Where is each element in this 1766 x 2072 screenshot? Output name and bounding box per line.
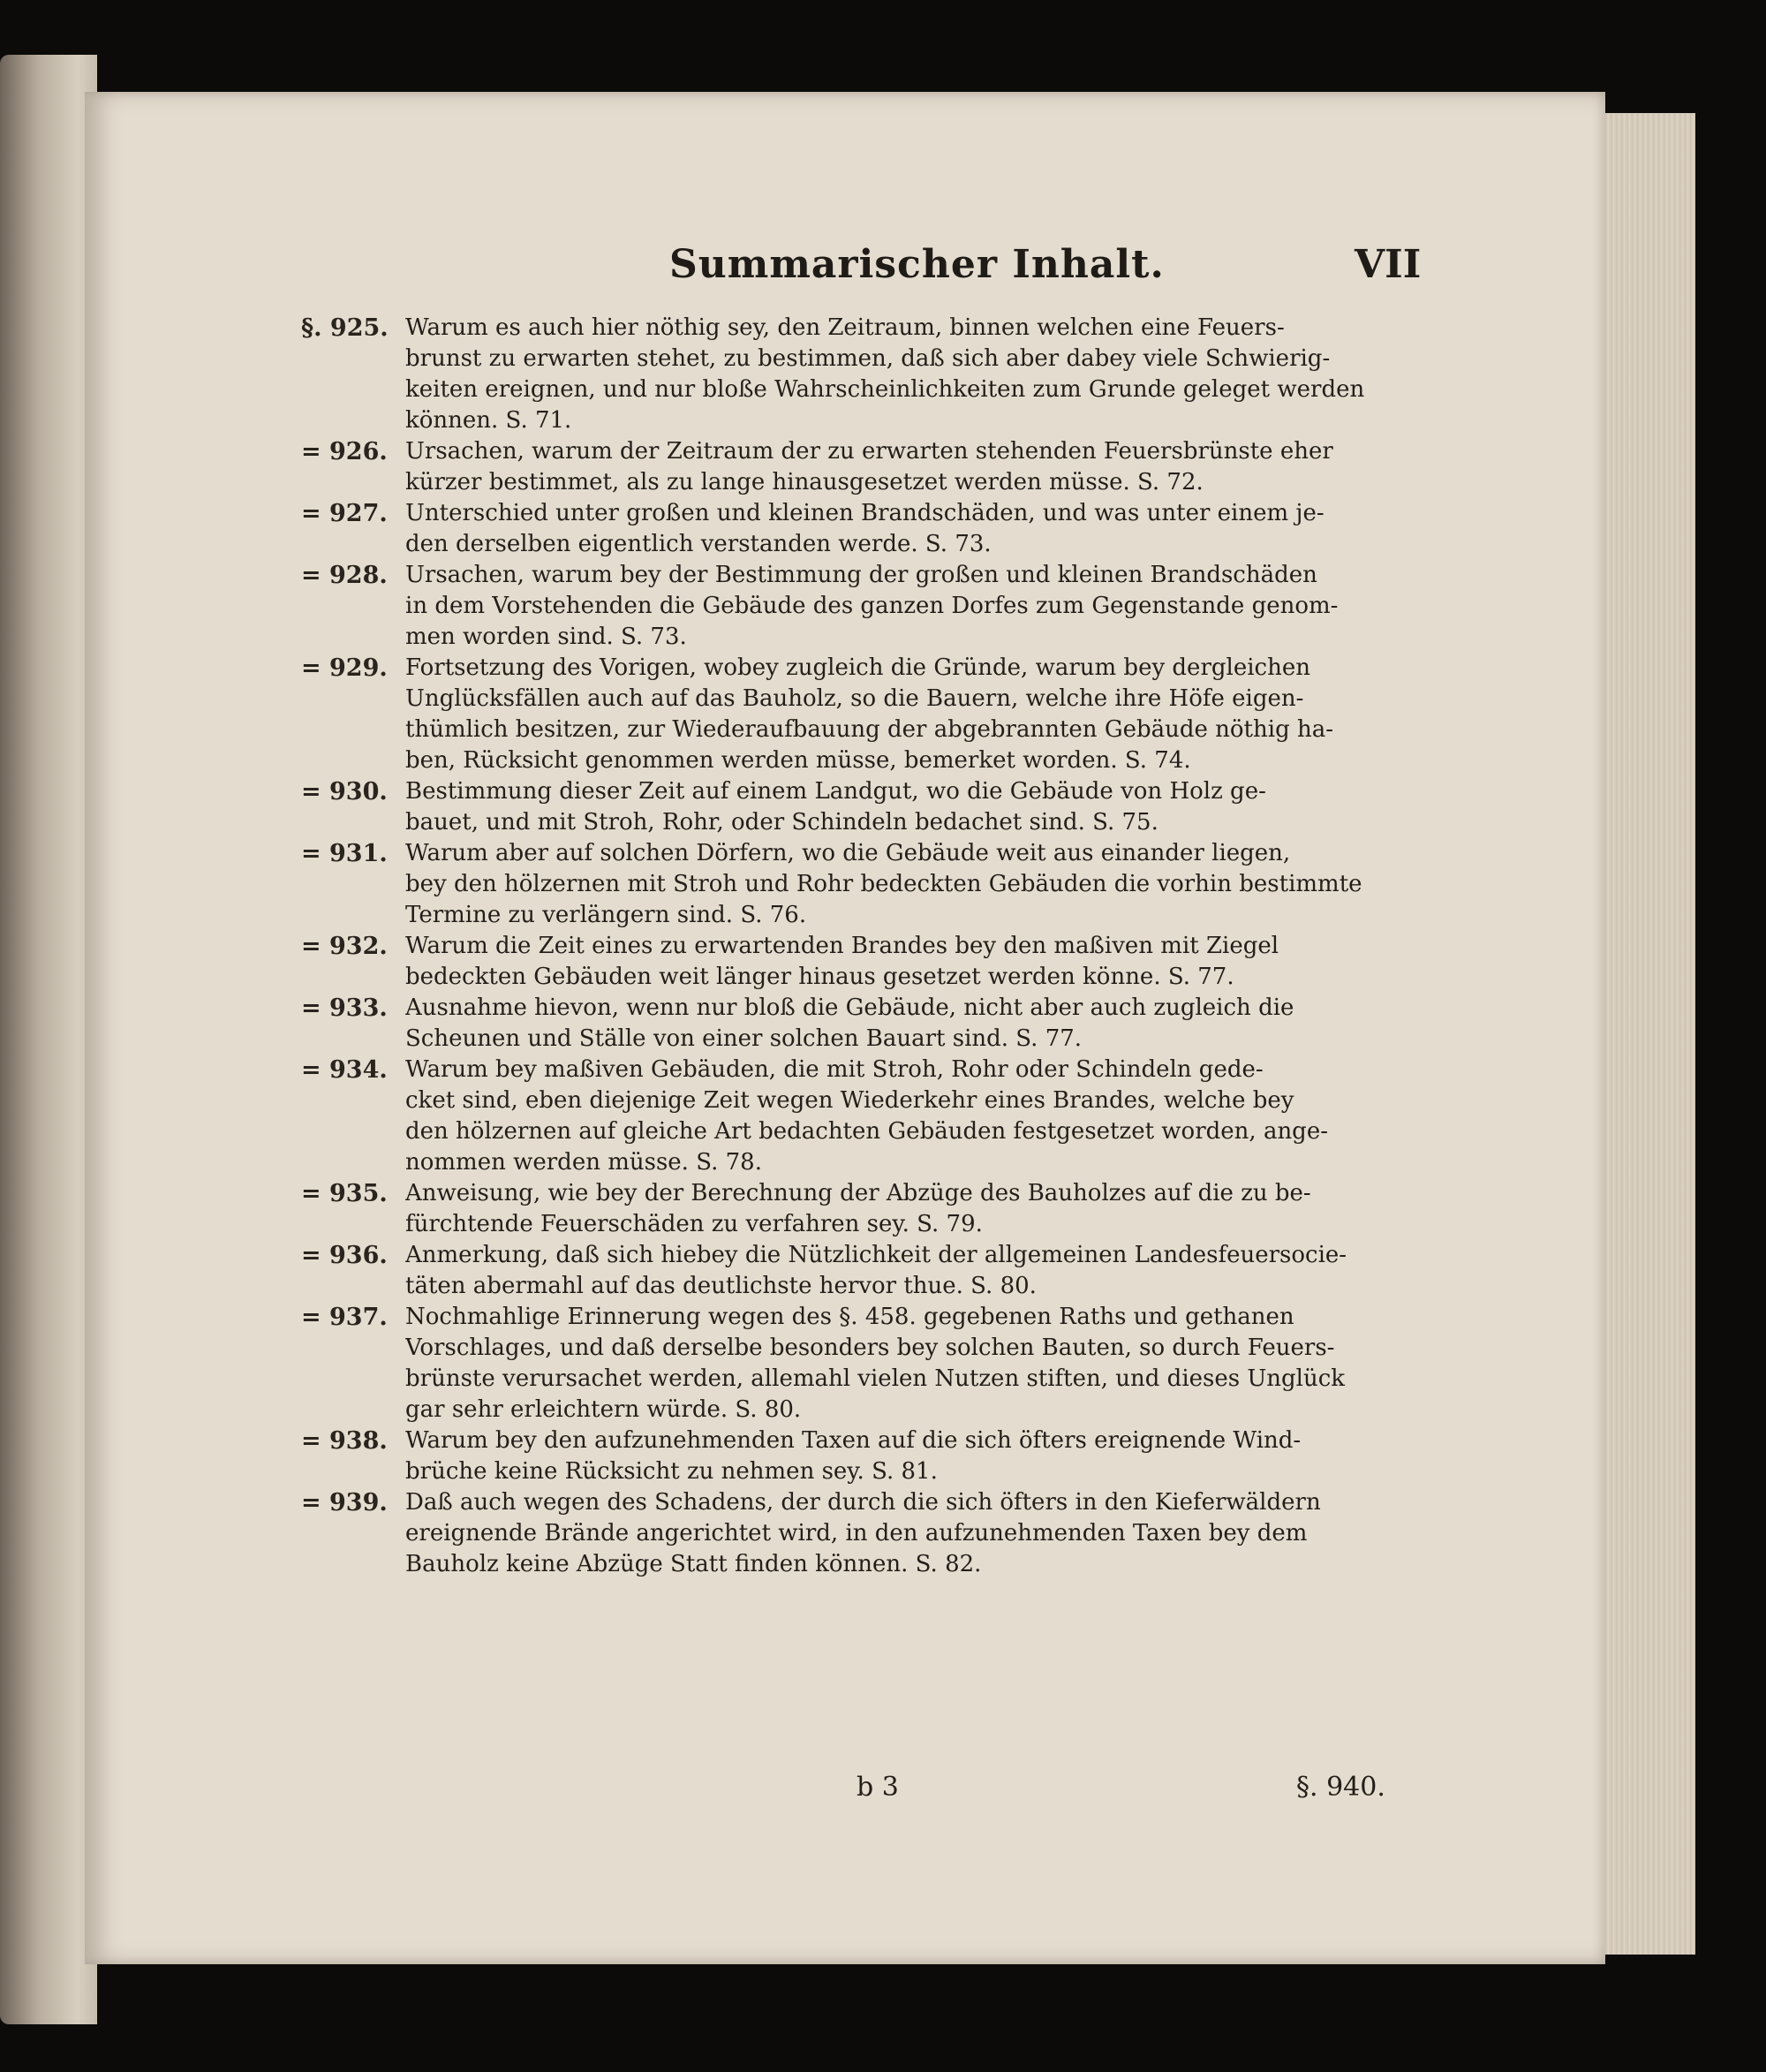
entry-text-line: Scheunen und Ställe von einer solchen Bauart sind. S. 77. <box>405 1025 1083 1052</box>
entry-text-line: nommen werden müsse. S. 78. <box>405 1149 762 1176</box>
section-number: §. 925. <box>301 314 389 342</box>
section-number: = 929. <box>301 654 388 682</box>
entry-text-line: cket sind, eben diejenige Zeit wegen Wiederkehr eines Brandes, welche bey <box>405 1087 1294 1114</box>
page-stack-edge <box>1598 113 1695 1955</box>
entry-text-line: kürzer bestimmet, als zu lange hinausgesetzet werden müsse. S. 72. <box>405 469 1204 495</box>
page-footer <box>85 1772 1605 1807</box>
contents-entry <box>301 1487 1484 1580</box>
entry-text-line: Warum bey den aufzunehmenden Taxen auf die sich öfters ereignende Wind- <box>405 1427 1302 1454</box>
entry-text-line: bedeckten Gebäuden weit länger hinaus gesetzet werden könne. S. 77. <box>405 964 1234 990</box>
entry-text-line: Ausnahme hievon, wenn nur bloß die Gebäude, nicht aber auch zugleich die <box>405 994 1294 1021</box>
entry-text-line: Bestimmung dieser Zeit auf einem Landgut, wo die Gebäude von Holz ge- <box>405 778 1266 805</box>
entry-text-line: den derselben eigentlich verstanden werde. S. 73. <box>405 531 992 557</box>
entry-text-line: Warum die Zeit eines zu erwartenden Brandes bey den maßiven mit Ziegel <box>405 933 1279 959</box>
entry-text-line: keiten ereignen, und nur bloße Wahrscheinlichkeiten zum Grunde geleget werden <box>405 376 1365 403</box>
contents-entry <box>301 1425 1484 1487</box>
section-number: = 928. <box>301 562 388 589</box>
contents-list <box>301 313 1484 1580</box>
entry-text-line: brunst zu erwarten stehet, zu bestimmen, daß sich aber dabey viele Schwierig- <box>405 345 1331 372</box>
section-number: = 939. <box>301 1489 388 1516</box>
entry-text-line: Termine zu verlängern sind. S. 76. <box>405 902 807 928</box>
section-number: = 935. <box>301 1180 388 1207</box>
entry-text-line: thümlich besitzen, zur Wiederaufbauung der abgebrannten Gebäude nöthig ha- <box>405 716 1334 743</box>
section-number: = 938. <box>301 1427 388 1455</box>
entry-text-line: den hölzernen auf gleiche Art bedachten Gebäuden festgesetzet worden, ange- <box>405 1118 1329 1145</box>
entry-text-line: täten abermahl auf das deutlichste hervor thue. S. 80. <box>405 1273 1037 1299</box>
catchword: §. 940. <box>1296 1772 1385 1803</box>
contents-entry <box>301 776 1484 838</box>
signature-mark: b 3 <box>857 1772 899 1803</box>
entry-text-line: Unterschied unter großen und kleinen Brandschäden, und was unter einem je- <box>405 500 1324 526</box>
entry-text-line: Nochmahlige Erinnerung wegen des §. 458. gegebenen Raths und gethanen <box>405 1304 1294 1330</box>
entry-text-line: Fortsetzung des Vorigen, wobey zugleich die Gründe, warum bey dergleichen <box>405 654 1310 681</box>
entry-text-line: fürchtende Feuerschäden zu verfahren sey. S. 79. <box>405 1211 983 1237</box>
entry-text-line: brünste verursachet werden, allemahl vielen Nutzen stiften, und dieses Unglück <box>405 1365 1346 1392</box>
entry-text-line: Bauholz keine Abzüge Statt finden können. S. 82. <box>405 1551 982 1577</box>
entry-text-line: Warum bey maßiven Gebäuden, die mit Stroh, Rohr oder Schindeln gede- <box>405 1056 1264 1083</box>
page-header <box>85 242 1605 304</box>
section-number: = 934. <box>301 1056 388 1084</box>
contents-entry <box>301 993 1484 1055</box>
section-number: = 933. <box>301 994 388 1022</box>
contents-entry <box>301 436 1484 498</box>
left-page-edge <box>0 55 97 2024</box>
entry-text-line: Warum aber auf solchen Dörfern, wo die Gebäude weit aus einander liegen, <box>405 840 1291 866</box>
entry-text-line: Warum es auch hier nöthig sey, den Zeitraum, binnen welchen eine Feuers- <box>405 314 1285 341</box>
contents-entry <box>301 1240 1484 1302</box>
entry-text-line: Anmerkung, daß sich hiebey die Nützlichkeit der allgemeinen Landesfeuersocie- <box>405 1242 1347 1268</box>
section-number: = 930. <box>301 778 388 805</box>
entry-text-line: Anweisung, wie bey der Berechnung der Abzüge des Bauholzes auf die zu be- <box>405 1180 1311 1206</box>
running-title: Summarischer Inhalt. <box>669 242 1165 287</box>
entry-text-line: gar sehr erleichtern würde. S. 80. <box>405 1396 802 1423</box>
entry-text-line: ben, Rücksicht genommen werden müsse, bemerket worden. S. 74. <box>405 747 1191 774</box>
contents-entry <box>301 1055 1484 1178</box>
section-number: = 927. <box>301 500 388 527</box>
entry-text-line: brüche keine Rücksicht zu nehmen sey. S. 81. <box>405 1458 938 1485</box>
section-number: = 926. <box>301 438 388 465</box>
entry-text-line: ereignende Brände angerichtet wird, in den aufzunehmenden Taxen bey dem <box>405 1520 1308 1546</box>
contents-entry <box>301 1302 1484 1425</box>
entry-text-line: bauet, und mit Stroh, Rohr, oder Schindeln bedachet sind. S. 75. <box>405 809 1158 836</box>
contents-entry <box>301 313 1484 436</box>
entry-text-line: Unglücksfällen auch auf das Bauholz, so die Bauern, welche ihre Höfe eigen- <box>405 685 1304 712</box>
entry-text-line: bey den hölzernen mit Stroh und Rohr bedeckten Gebäuden die vorhin bestimmte <box>405 871 1362 897</box>
entry-text-line: Ursachen, warum bey der Bestimmung der großen und kleinen Brandschäden <box>405 562 1317 588</box>
section-number: = 937. <box>301 1304 388 1331</box>
entry-text-line: Ursachen, warum der Zeitraum der zu erwarten stehenden Feuersbrünste eher <box>405 438 1333 465</box>
contents-entry <box>301 1178 1484 1240</box>
entry-text-line: men worden sind. S. 73. <box>405 624 687 650</box>
book-page <box>85 92 1605 1964</box>
entry-text-line: Vorschlages, und daß derselbe besonders bey solchen Bauten, so durch Feuers- <box>405 1335 1335 1361</box>
section-number: = 936. <box>301 1242 388 1269</box>
contents-entry <box>301 838 1484 931</box>
contents-entry <box>301 653 1484 776</box>
entry-text-line: Daß auch wegen des Schadens, der durch die sich öfters in den Kieferwäldern <box>405 1489 1321 1516</box>
contents-entry <box>301 931 1484 993</box>
section-number: = 932. <box>301 933 388 960</box>
page-number: VII <box>1355 242 1422 287</box>
contents-entry <box>301 560 1484 653</box>
contents-entry <box>301 498 1484 560</box>
section-number: = 931. <box>301 840 388 867</box>
entry-text-line: können. S. 71. <box>405 407 572 434</box>
entry-text-line: in dem Vorstehenden die Gebäude des ganzen Dorfes zum Gegenstande genom- <box>405 593 1339 619</box>
